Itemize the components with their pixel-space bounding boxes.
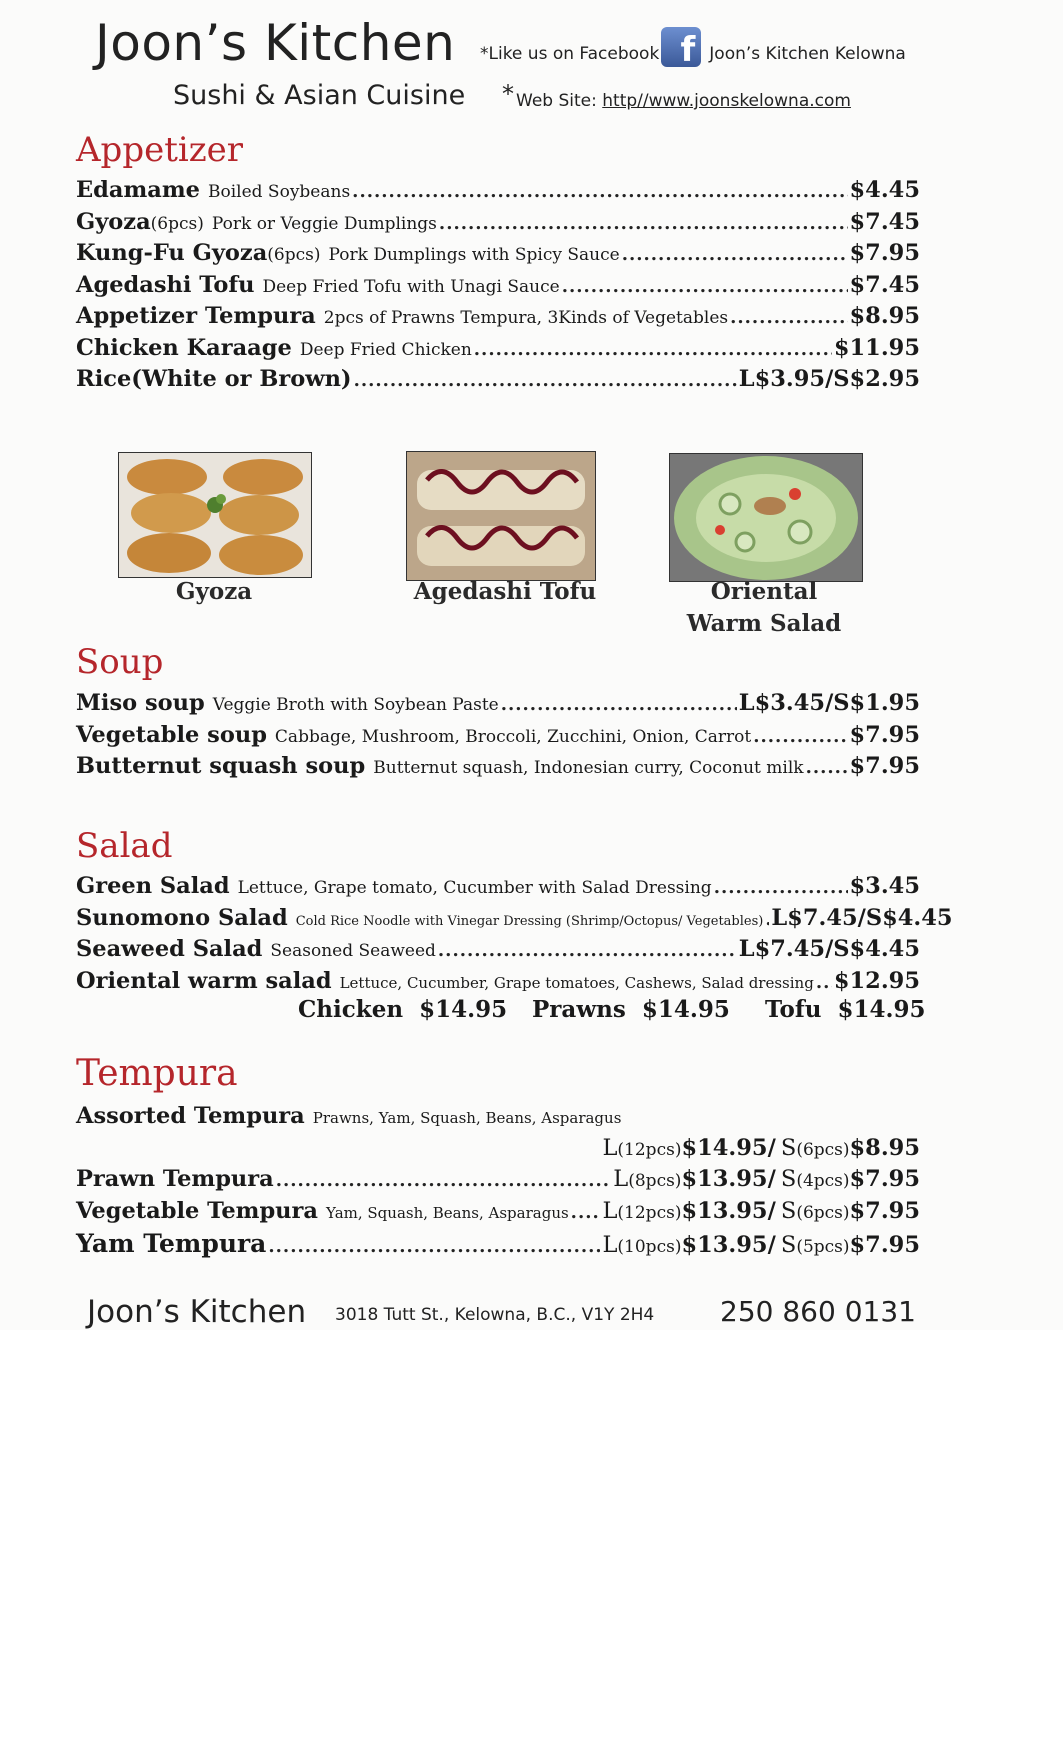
leader-dots <box>276 1170 612 1191</box>
leader-dots <box>806 757 848 778</box>
item-name: Seaweed Salad <box>76 936 263 962</box>
website-star: * <box>502 80 514 108</box>
facebook-prefix: *Like us on Facebook <box>480 44 660 64</box>
item-quantity: (5pcs) <box>796 1237 850 1257</box>
item-name: Oriental warm salad <box>76 967 332 994</box>
item-description: Prawns, Yam, Squash, Beans, Asparagus <box>312 1109 622 1127</box>
leader-dots <box>816 972 832 993</box>
leader-dots <box>562 276 848 297</box>
leader-dots <box>474 339 832 360</box>
salad-extra-chicken <box>298 996 507 1023</box>
menu-item <box>76 1103 920 1135</box>
item-name: Vegetable soup <box>76 721 267 748</box>
leader-dots <box>714 877 848 898</box>
item-quantity: (6pcs) <box>267 245 321 265</box>
item-description: Deep Fried Tofu with Unagi Sauce <box>262 276 560 297</box>
leader-dots <box>622 244 848 265</box>
size-large-label: L <box>602 1134 618 1161</box>
item-price: $11.95 <box>833 334 920 361</box>
item-description: Pork Dumplings with Spicy Sauce <box>328 245 620 265</box>
item-name: Prawn Tempura <box>76 1166 274 1192</box>
item-price: $8.95 <box>849 303 920 329</box>
item-price: $7.95 <box>849 721 920 748</box>
menu-item <box>76 690 920 722</box>
item-name: Chicken Karaage <box>76 334 292 361</box>
item-price: $7.45 <box>849 208 920 235</box>
website-line <box>502 80 851 112</box>
item-description: Lettuce, Grape tomato, Cucumber with Salad Dressing <box>237 878 712 898</box>
menu-item <box>76 209 920 241</box>
photo-caption: Agedashi Tofu <box>413 578 597 605</box>
item-quantity: (12pcs) <box>617 1202 682 1223</box>
item-quantity: (6pcs) <box>150 213 204 234</box>
item-description: Deep Fried Chicken <box>299 339 472 360</box>
item-description: Veggie Broth with Soybean Paste <box>212 695 499 715</box>
gyoza-photo <box>118 452 312 578</box>
size-large-label: L <box>613 1166 629 1192</box>
leader-dots <box>438 940 737 961</box>
item-quantity: (8pcs) <box>628 1171 682 1191</box>
item-quantity: (12pcs) <box>617 1139 682 1160</box>
item-price: $4.45 <box>849 177 920 203</box>
item-name: Green Salad <box>76 873 230 899</box>
item-price: $7.45 <box>849 271 920 298</box>
footer-phone: 250 860 0131 <box>720 1295 916 1328</box>
item-name: Miso soup <box>76 690 205 716</box>
leader-dots <box>439 213 848 234</box>
menu-item <box>76 1229 920 1261</box>
item-price: L$3.45/S$1.95 <box>738 690 920 716</box>
item-name: Kung-Fu Gyoza <box>76 240 268 266</box>
item-price: L$3.95/S$2.95 <box>738 366 920 392</box>
leader-dots <box>352 181 847 202</box>
item-price: $7.95 <box>849 240 920 266</box>
size-large-label: L <box>602 1232 618 1258</box>
item-name: Gyoza <box>76 208 151 235</box>
menu-item <box>76 1166 920 1198</box>
size-small-label: S <box>780 1166 797 1192</box>
item-price: $13.95/ <box>681 1232 776 1258</box>
restaurant-name: Joon’s Kitchen <box>95 14 456 72</box>
appetizer-list <box>76 177 920 398</box>
facebook-icon[interactable]: f <box>661 27 701 67</box>
section-title-soup: Soup <box>76 642 164 682</box>
size-large-label: L <box>602 1197 618 1224</box>
item-description: Boiled Soybeans <box>207 182 351 202</box>
item-description: Pork or Veggie Dumplings <box>211 213 437 234</box>
item-description: Lettuce, Cucumber, Grape tomatoes, Cashews, Salad dressing <box>339 973 814 992</box>
menu-item <box>76 272 920 304</box>
oriental-salad-photo <box>669 453 863 582</box>
oriental-salad-image <box>670 454 862 581</box>
gyoza-image <box>119 453 311 577</box>
section-title-salad: Salad <box>76 826 173 866</box>
menu-item <box>76 936 920 968</box>
item-description: 2pcs of Prawns Tempura, 3Kinds of Vegetables <box>323 308 729 328</box>
item-name: Assorted Tempura <box>76 1103 305 1129</box>
item-name: Rice(White or Brown) <box>76 366 352 392</box>
leader-dots <box>571 1202 601 1223</box>
item-price: $12.95 <box>833 967 920 994</box>
facebook-line <box>480 30 906 78</box>
item-price: $7.95 <box>849 753 920 779</box>
item-description: Seasoned Seaweed <box>270 941 436 961</box>
leader-dots <box>765 909 769 930</box>
tempura-list <box>76 1103 920 1261</box>
facebook-page-name: Joon’s Kitchen Kelowna <box>709 44 906 64</box>
item-price: $7.95 <box>849 1197 920 1224</box>
leader-dots <box>268 1236 600 1257</box>
item-name: Agedashi Tofu <box>76 271 255 298</box>
item-description: Butternut squash, Indonesian curry, Coconut milk <box>373 758 804 778</box>
restaurant-subtitle: Sushi & Asian Cuisine <box>173 80 466 111</box>
menu-item <box>76 753 920 785</box>
website-label: Web Site: <box>516 91 603 111</box>
extra-name: Chicken <box>298 996 404 1023</box>
size-small-label: S <box>780 1134 797 1161</box>
website-link[interactable]: http//www.joonskelowna.com <box>602 91 851 111</box>
salad-extra-prawns <box>532 996 730 1023</box>
footer-restaurant-name: Joon’s Kitchen <box>87 1294 307 1330</box>
item-price: $13.95/ <box>681 1166 776 1192</box>
photo-caption <box>664 576 864 640</box>
item-name: Sunomono Salad <box>76 904 288 931</box>
menu-item <box>76 873 920 905</box>
extra-price: $14.95 <box>419 996 508 1023</box>
item-description: Cabbage, Mushroom, Broccoli, Zucchini, Onion, Carrot <box>274 726 752 747</box>
item-name: Edamame <box>76 177 200 203</box>
item-quantity: (6pcs) <box>796 1139 850 1160</box>
menu-item <box>76 240 920 272</box>
item-name: Butternut squash soup <box>76 753 366 779</box>
extra-name: Tofu <box>765 996 822 1023</box>
item-name: Vegetable Tempura <box>76 1197 318 1224</box>
photo-caption-line1: Oriental <box>710 578 818 605</box>
item-quantity: (4pcs) <box>796 1171 850 1191</box>
menu-item <box>76 722 920 754</box>
item-quantity: (6pcs) <box>796 1202 850 1223</box>
leader-dots <box>501 694 737 715</box>
size-small-label: S <box>780 1232 797 1258</box>
section-title-tempura: Tempura <box>76 1053 238 1094</box>
menu-item <box>76 303 920 335</box>
photo-caption-line2: Warm Salad <box>686 610 842 637</box>
leader-dots <box>753 726 847 747</box>
menu-item <box>76 968 920 1000</box>
item-name: Appetizer Tempura <box>76 303 316 329</box>
item-name: Yam Tempura <box>76 1229 267 1258</box>
item-price: L$7.45/S$4.45 <box>738 936 920 962</box>
salad-extra-tofu <box>765 996 925 1023</box>
extra-price: $14.95 <box>837 996 926 1023</box>
item-price: $13.95/ <box>681 1197 776 1224</box>
extra-price: $14.95 <box>641 996 730 1023</box>
menu-item <box>76 904 953 937</box>
item-price: $3.45 <box>849 873 920 899</box>
item-price: $8.95 <box>849 1134 920 1161</box>
item-price: $14.95/ <box>681 1134 776 1161</box>
agedashi-tofu-image <box>407 452 595 580</box>
extra-name: Prawns <box>532 996 626 1023</box>
menu-item <box>76 177 920 209</box>
item-description: Yam, Squash, Beans, Asparagus <box>325 1203 569 1222</box>
salad-list <box>76 873 953 999</box>
soup-list <box>76 690 920 785</box>
menu-item <box>76 1198 920 1230</box>
photo-caption: Gyoza <box>175 578 253 605</box>
menu-item <box>76 366 920 398</box>
size-small-label: S <box>780 1197 797 1224</box>
item-price: L$7.45/S$4.45 <box>771 904 953 931</box>
footer-address: 3018 Tutt St., Kelowna, B.C., V1Y 2H4 <box>335 1305 655 1325</box>
item-description: Cold Rice Noodle with Vinegar Dressing (Shrimp/Octopus/ Vegetables) <box>295 913 764 929</box>
item-quantity: (10pcs) <box>617 1237 682 1257</box>
item-price: $7.95 <box>849 1166 920 1192</box>
item-price: $7.95 <box>849 1232 920 1258</box>
section-title-appetizer: Appetizer <box>76 130 244 170</box>
menu-item <box>76 335 920 367</box>
agedashi-tofu-photo <box>406 451 596 581</box>
menu-item-prices <box>76 1135 920 1167</box>
leader-dots <box>354 370 737 391</box>
leader-dots <box>730 307 847 328</box>
